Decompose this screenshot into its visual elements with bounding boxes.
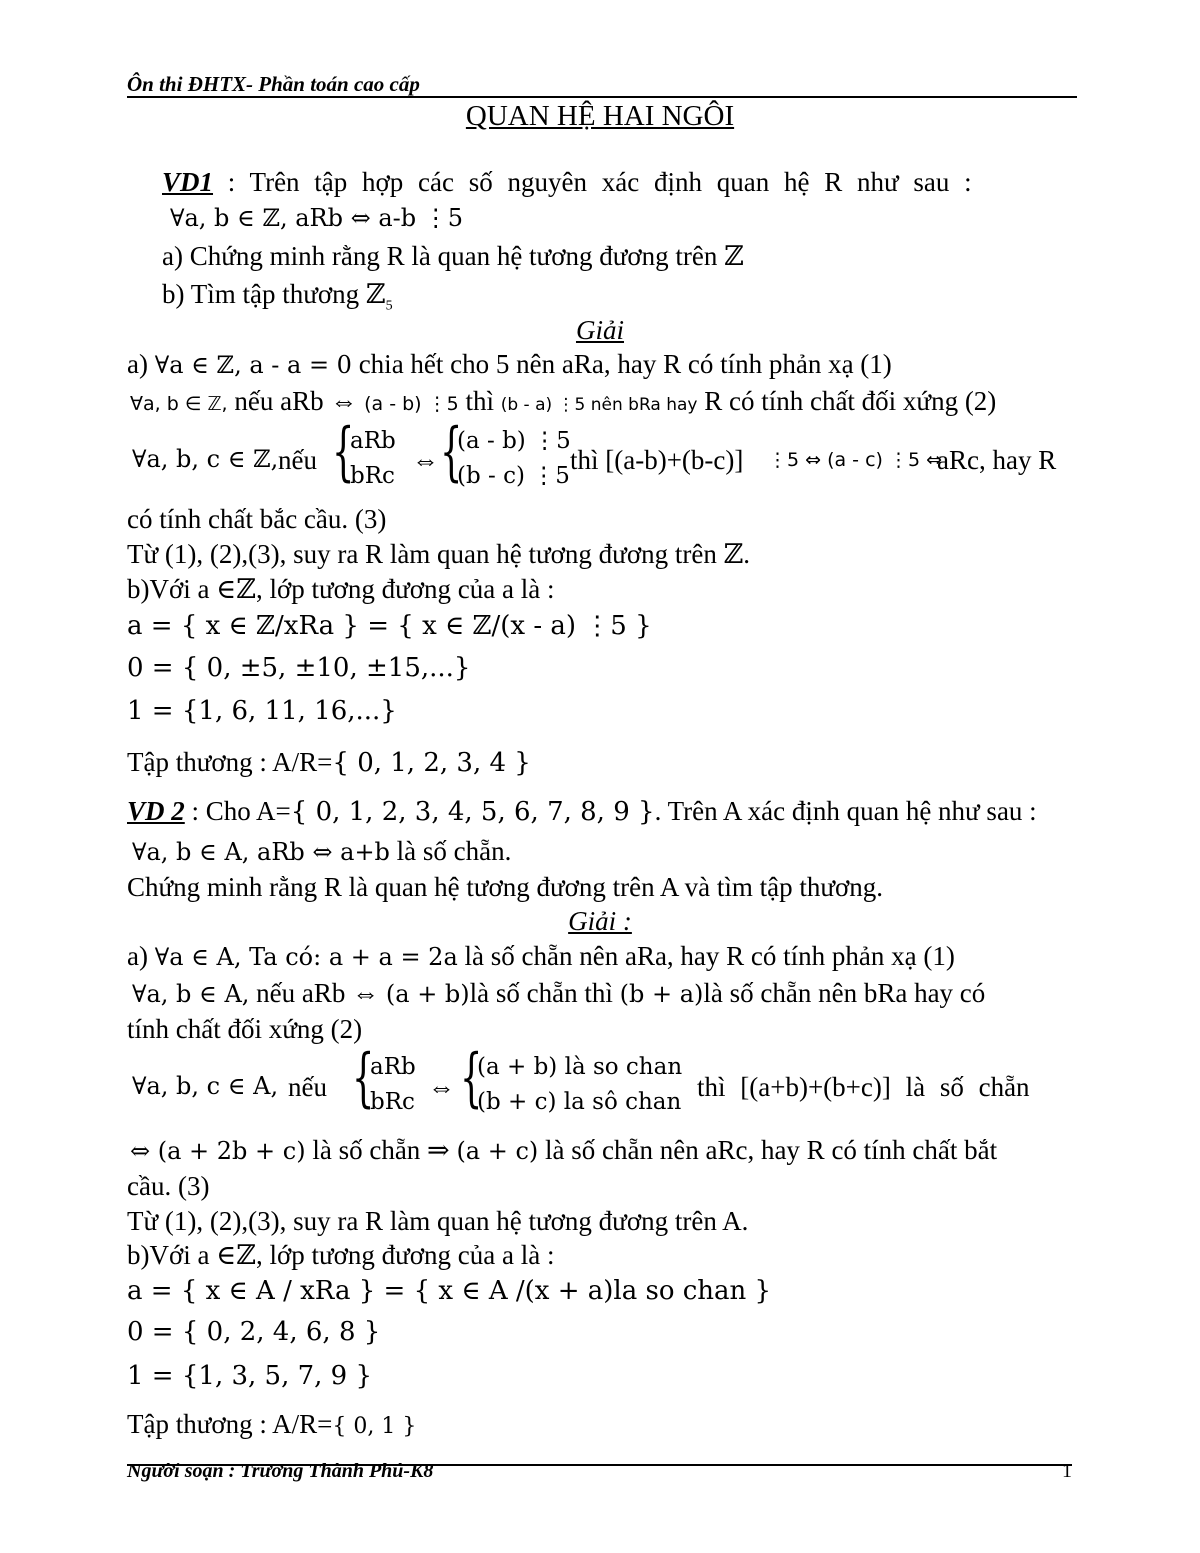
vd1-step2 (130, 387, 996, 417)
vd1-definition: ∀a, b ∈ ℤ, aRb ⇔ a-b ⋮5 (170, 204, 464, 232)
vd2-step2-math3: (b + a) (619, 980, 704, 1008)
vd1-conclusion: Từ (1), (2),(3), suy ra R làm quan hệ tương đương trên ℤ. (127, 539, 751, 569)
vd2-intro-b: . Trên A xác định quan hệ như sau : (654, 796, 1037, 826)
vd1-step3-t3: aRc, hay R (937, 445, 1057, 475)
vd1-step3-t2: thì [(a-b)+(b-c)] (570, 445, 744, 475)
vd2-step4-t1: là số chẵn ⇒ (312, 1135, 450, 1165)
vd1-step1 (127, 350, 892, 380)
vd1-system2-line1: (a - b) ⋮5 (457, 428, 571, 454)
vd2-giai-heading: Giải : (568, 906, 632, 936)
vd2-step1-math: ∀a ∈ A, Ta có: a + a = 2a (154, 943, 458, 971)
vd1-step2-t1: nếu aRb ⇔ (234, 386, 358, 416)
vd2-step4-math2: (a + c) (456, 1137, 539, 1165)
vd1-system2 (457, 424, 571, 493)
vd1-step2-math1: ∀a, b ∈ ℤ, (130, 393, 228, 415)
vd2-conclusion: Từ (1), (2),(3), suy ra R làm quan hệ tương đương trên A. (127, 1206, 749, 1236)
vd2-step1-a: a) (127, 941, 148, 971)
vd1-step3-cont: có tính chất bắc cầu. (3) (127, 504, 387, 534)
vd1-quotient (127, 748, 531, 778)
vd2-system1-brace: { (352, 1041, 375, 1115)
vd1-class-1: 1 = {1, 6, 11, 16,...} (127, 696, 397, 726)
vd2-intro (127, 797, 1037, 827)
vd2-step2-t2: là số chẵn thì (469, 978, 613, 1008)
vd2-system2-line2: (b + c) la sô chan (477, 1088, 682, 1115)
page-header (127, 72, 1077, 98)
vd2-b-intro: b)Với a ∈ℤ, lớp tương đương của a là : (127, 1240, 555, 1270)
header-text: Ôn thi ĐHTX- Phần toán cao cấp (127, 72, 420, 96)
vd2-definition (132, 837, 511, 867)
vd1-quotient-label: Tập thương : A/R= (127, 747, 333, 777)
vd2-class-a: a = { x ∈ A / xRa } = { x ∈ A /(x + a)la so chan } (127, 1276, 772, 1306)
vd1-step3-math2: ⋮5 ⇔ (a - c) ⋮5 ⇔ (768, 449, 943, 471)
vd1-step1-math: ∀a ∈ ℤ, a - a = 0 (154, 351, 352, 379)
vd2-step3-math1: ∀a, b, c ∈ A, (132, 1072, 279, 1100)
vd2-step1-text: là số chẵn nên aRa, hay R có tính phản xạ (1) (464, 941, 955, 971)
vd2-step3-t1: nếu (288, 1072, 327, 1102)
vd2-system1 (370, 1050, 416, 1119)
vd2-system1-line1: aRb (370, 1054, 416, 1080)
vd1-step1-a: a) (127, 349, 148, 379)
footer-author: Người soạn : Trương Thành Phú-K8 (127, 1460, 434, 1482)
vd1-system2-brace: { (440, 415, 463, 489)
vd1-question-a: a) Chứng minh rằng R là quan hệ tương đương trên ℤ (162, 241, 744, 271)
vd2-quotient-label: Tập thương : A/R= (127, 1409, 333, 1439)
vd1-intro-text: : Trên tập hợp các số nguyên xác định quan hệ R như sau : (213, 167, 972, 197)
vd2-step2-t3: là số chẵn nên bRa hay có (703, 978, 986, 1008)
vd1-step3-t1: nếu (278, 445, 317, 475)
vd2-step4 (130, 1136, 997, 1166)
vd1-system-equiv: ⇔ (412, 445, 439, 475)
vd2-def-math: ∀a, b ∈ A, aRb ⇔ a+b (132, 838, 390, 866)
vd2-intro-a: : Cho A= (184, 796, 291, 826)
vd2-quotient-set: { 0, 1 } (332, 1414, 417, 1439)
vd2-step2-math1: ∀a, b ∈ A, (132, 980, 250, 1008)
vd1-b-intro: b)Với a ∈ℤ, lớp tương đương của a là : (127, 574, 555, 604)
vd2-step2-t1: nếu aRb ⇔ (256, 978, 380, 1008)
vd2-set: { 0, 1, 2, 3, 4, 5, 6, 7, 8, 9 } (290, 797, 655, 827)
vd2-step3-t2-text: thì [(a+b)+(b+c)] là số chẵn (697, 1072, 1030, 1102)
vd2-quotient (127, 1410, 416, 1440)
vd1-giai-heading: Giải (575, 315, 624, 345)
vd2-task: Chứng minh rằng R là quan hệ tương đương trên A và tìm tập thương. (127, 872, 884, 902)
vd2-label: VD 2 (127, 796, 185, 826)
vd2-system2 (477, 1050, 682, 1119)
vd1-step3-math1: ∀a, b, c ∈ ℤ, (132, 445, 279, 473)
vd1-step2-math3: (b - a) ⋮5 nên bRa hay (500, 395, 698, 415)
footer-page-number: 1 (1062, 1460, 1072, 1482)
vd2-class-0: 0 = { 0, 2, 4, 6, 8 } (127, 1317, 381, 1347)
vd1-label: VD1 (162, 167, 214, 197)
vd1-class-0: 0 = { 0, ±5, ±10, ±15,...} (127, 653, 471, 683)
vd2-step2 (132, 979, 985, 1009)
vd1-system1 (350, 424, 396, 493)
vd1-step1-text: chia hết cho 5 nên aRa, hay R có tính phản xạ (1) (358, 349, 892, 379)
vd1-class-a: a = { x ∈ ℤ/xRa } = { x ∈ ℤ/(x - a) ⋮5 } (127, 611, 652, 641)
vd2-step1 (127, 942, 955, 972)
vd2-system2-line1: (a + b) là so chan (477, 1054, 683, 1080)
vd2-step3-t2 (697, 1073, 1073, 1103)
vd1-system2-line2: (b - c) ⋮5 (457, 462, 570, 489)
vd1-step2-math2: (a - b) ⋮5 (364, 393, 459, 415)
vd2-system2-brace: { (460, 1041, 483, 1115)
vd2-def-text: là số chẵn. (396, 836, 512, 866)
vd2-step4-cont: cầu. (3) (127, 1171, 210, 1201)
vd1-system1-brace: { (332, 415, 355, 489)
vd2-step2-math2: (a + b) (385, 980, 470, 1008)
vd2-class-1: 1 = {1, 3, 5, 7, 9 } (127, 1361, 373, 1391)
vd1-system1-line2: bRc (350, 462, 395, 489)
vd1-intro (162, 168, 1072, 198)
vd2-system-equiv: ⇔ (428, 1072, 455, 1102)
vd1-question-b-sub: 5 (385, 298, 393, 314)
vd2-step4-t2: là số chẵn nên aRc, hay R có tính chất bắt (545, 1135, 998, 1165)
vd2-step2-cont: tính chất đối xứng (2) (127, 1014, 363, 1044)
vd1-question-b (162, 280, 393, 314)
vd1-step2-t2: thì (465, 386, 494, 416)
vd1-question-b-text: b) Tìm tập thương ℤ (162, 279, 386, 309)
vd2-system1-line2: bRc (370, 1088, 415, 1115)
vd1-system1-line1: aRb (350, 428, 396, 454)
vd2-step4-math1: ⇔ (a + 2b + c) (130, 1137, 306, 1165)
vd1-step2-t3: R có tính chất đối xứng (2) (704, 386, 997, 416)
page-title: QUAN HỆ HAI NGÔI (465, 100, 735, 132)
vd1-quotient-set: { 0, 1, 2, 3, 4 } (332, 748, 531, 778)
